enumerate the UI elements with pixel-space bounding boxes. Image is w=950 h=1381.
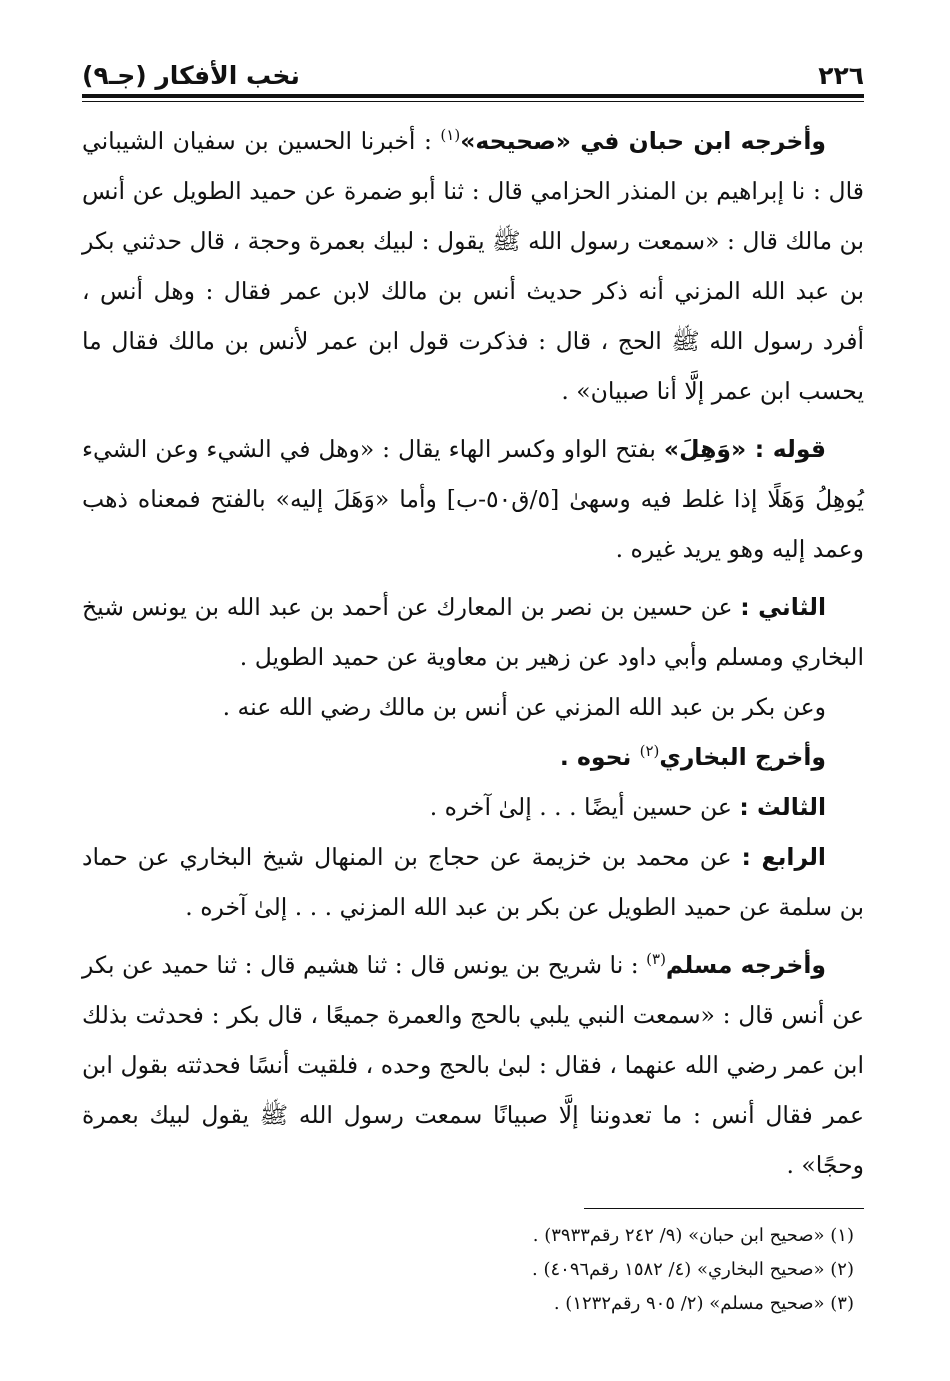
- paragraph-second-chain: [82, 582, 864, 682]
- footnote-item: (١) «صحيح ابن حبان» (٩/ ٢٤٢ رقم٣٩٣٣) .: [532, 1225, 854, 1246]
- book-page: [82, 50, 864, 1321]
- paragraph-bakr-chain: [82, 682, 864, 732]
- paragraph-text: : نا شريح بن يونس قال : ثنا هشيم قال : ثنا حميد عن بكر عن أنس قال : «سمعت النبي يلبي بالحج والعمرة جميعًا ، قال بكر : فحدثت بذلك ابن عمر رضي الله عنهما ، فقال : لبىٰ بالحج وحده ، فلقيت أنسًا فحدثته بقول ابن عمر فقال أنس : ما تعدوننا إلَّا صبيانًا سمعت رسول الله ﷺ يقول لبيك بعمرة وحجًا» .: [82, 951, 864, 1179]
- paragraph-lead: وأخرجه ابن حبان في «صحيحه»: [460, 127, 826, 155]
- paragraph-muslim: [82, 940, 864, 1190]
- paragraph-text: عن محمد بن خزيمة عن حجاج بن المنهال شيخ البخاري عن حماد بن سلمة عن حميد الطويل عن بكر بن عبد الله المزني . . . إلىٰ آخره .: [82, 843, 864, 921]
- footnote-item: (٢) «صحيح البخاري» (٤/ ١٥٨٢ رقم٤٠٩٦) .: [532, 1259, 854, 1280]
- running-header: [82, 50, 864, 88]
- footnote-ref: (١): [440, 126, 461, 145]
- paragraph-wahil-gloss: [82, 424, 864, 574]
- book-title: نخب الأفكار (جـ٩): [82, 61, 300, 90]
- paragraph-fourth-chain: [82, 832, 864, 932]
- paragraph-text: نحوه .: [559, 743, 640, 771]
- paragraph-text: عن حسين بن نصر بن المعارك عن أحمد بن عبد الله بن يونس شيخ البخاري ومسلم وأبي داود عن زهير بن معاوية عن حميد الطويل .: [82, 593, 864, 671]
- paragraph-bukhari: [82, 732, 864, 782]
- footnote-divider: [584, 1208, 864, 1209]
- paragraph-third-chain: [82, 782, 864, 832]
- header-rule: [82, 94, 864, 102]
- paragraph-lead: وأخرجه مسلم: [665, 951, 826, 979]
- footnote-ref: (٢): [639, 742, 660, 761]
- paragraph-lead: الثاني :: [740, 593, 827, 621]
- paragraph-lead: الرابع :: [741, 843, 826, 871]
- paragraph-ibn-hibban: [82, 116, 864, 416]
- page-number: ٢٢٦: [818, 61, 864, 90]
- paragraph-lead: الثالث :: [739, 793, 826, 821]
- footnote-ref: (٣): [646, 950, 666, 969]
- paragraph-lead: وأخرج البخاري: [659, 743, 826, 771]
- paragraph-text: : أخبرنا الحسين بن سفيان الشيباني قال : نا إبراهيم بن المنذر الحزامي قال : ثنا أبو ضمرة عن حميد الطويل عن أنس بن مالك قال : «سمعت رسول الله ﷺ يقول : لبيك بعمرة وحجة ، قال حدثني بكر بن عبد الله المزني أنه ذكر حديث أنس بن مالك لابن عمر فقال : وهل أنس ، أفرد رسول الله ﷺ الحج ، قال : فذكرت قول ابن عمر لأنس بن مالك فقال ما يحسب ابن عمر إلَّا أنا صبيان» .: [82, 127, 864, 405]
- footnotes: [82, 1219, 864, 1321]
- footnote-item: (٣) «صحيح مسلم» (٢/ ٩٠٥ رقم١٢٣٢) .: [553, 1293, 854, 1314]
- paragraph-text: عن حسين أيضًا . . . إلىٰ آخره .: [429, 793, 740, 821]
- paragraph-text: بفتح الواو وكسر الهاء يقال : «وهل في الشيء وعن الشيء يُوهِلُ وَهَلًا إذا غلط فيه وسهىٰ [٥/ق٥٠-ب] وأما «وَهَلَ إليه» بالفتح فمعناه ذهب وعمد إليه وهو يريد غيره .: [82, 435, 865, 563]
- main-text: [82, 116, 864, 1190]
- paragraph-text: وعن بكر بن عبد الله المزني عن أنس بن مالك رضي الله عنه .: [222, 693, 826, 721]
- paragraph-lead: قوله : «وَهِلَ»: [663, 435, 827, 463]
